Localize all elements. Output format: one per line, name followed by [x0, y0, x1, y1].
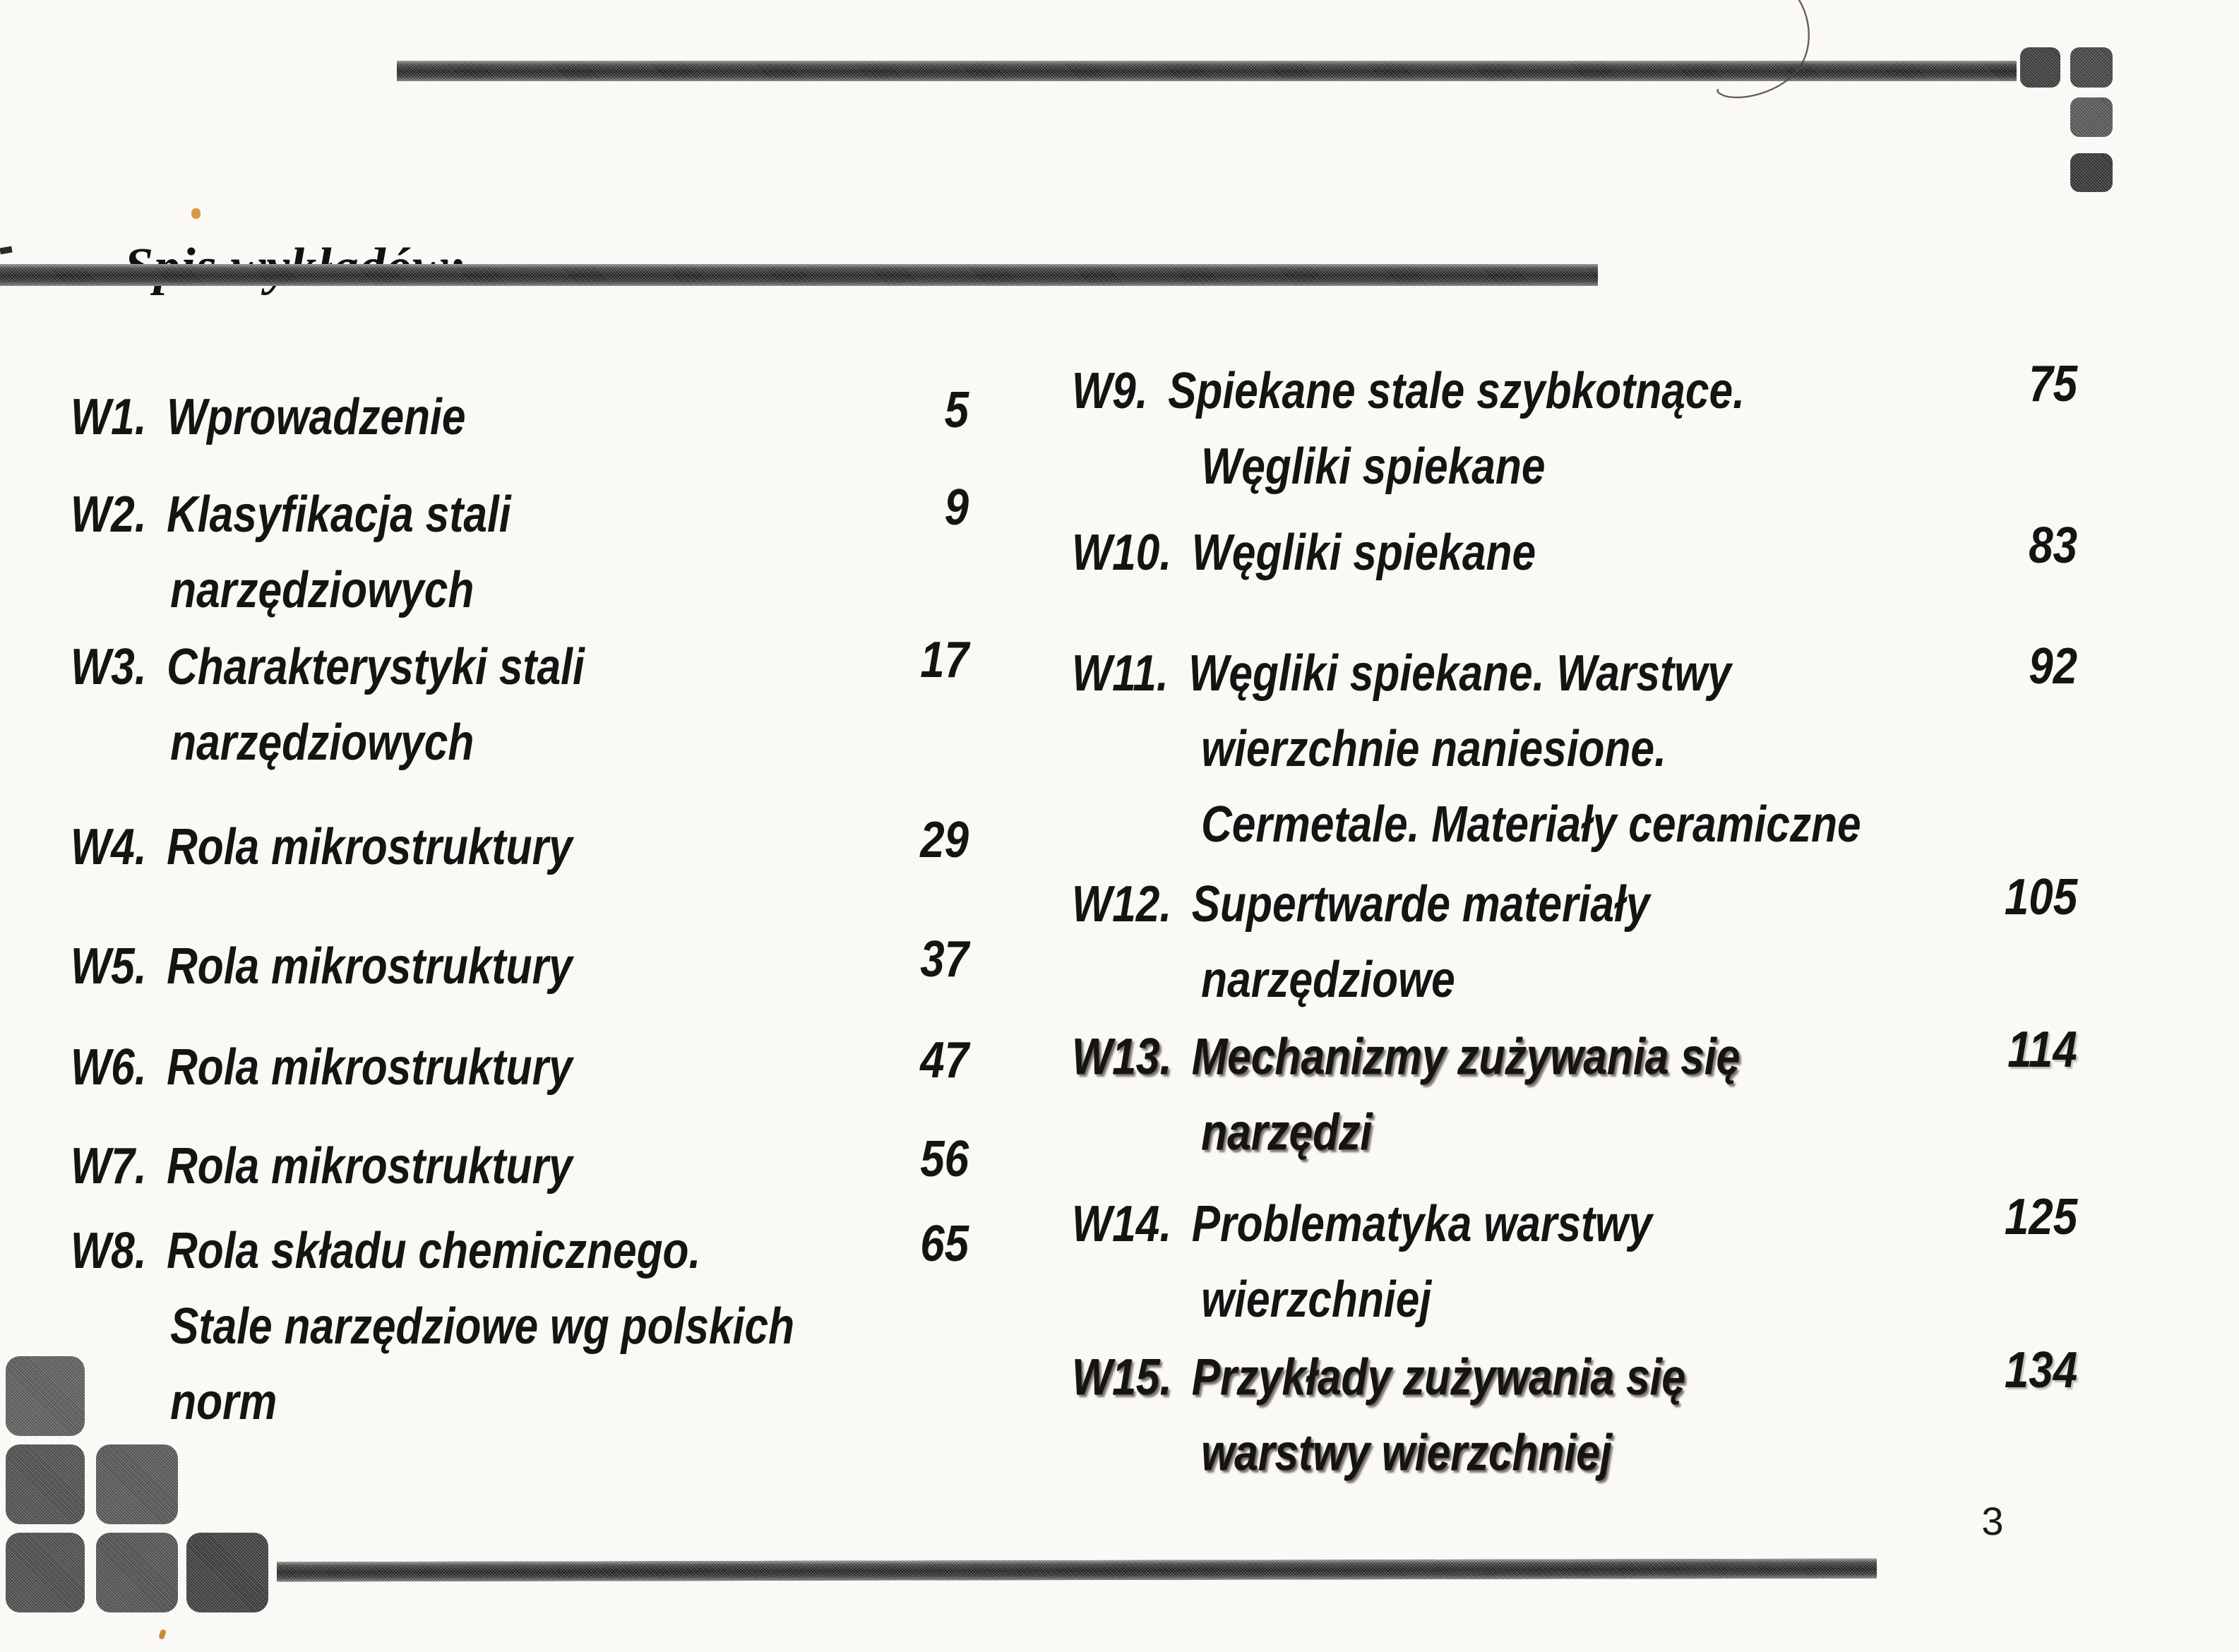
lecture-number-label: W14. [1072, 1196, 1172, 1252]
decor-square-icon [96, 1533, 178, 1612]
lecture-title-line [1072, 354, 1916, 429]
lecture-number-label: W2. [71, 486, 147, 543]
lecture-title-continuation: narzędzi [1201, 1104, 1373, 1161]
lecture-title-line [1072, 867, 1916, 942]
lecture-number-label: W11. [1072, 645, 1169, 702]
decor-square-icon [2070, 47, 2113, 88]
decor-square-icon [2070, 153, 2113, 192]
lecture-title-text: Rola mikrostruktury [167, 938, 573, 995]
toc-entry [71, 630, 969, 781]
lecture-page-number: 65 [920, 1216, 969, 1272]
toc-entry [1072, 1340, 2077, 1491]
lecture-title-line [71, 929, 825, 1005]
decor-square-icon [186, 1533, 268, 1612]
lecture-title-text: Supertwarde materiały [1191, 876, 1650, 933]
decor-square-icon [6, 1533, 85, 1612]
lecture-title-line [71, 477, 825, 553]
lecture-title-text: Spiekane stale szybkotnące. [1168, 363, 1745, 419]
lecture-page-number: 105 [2004, 869, 2077, 926]
lecture-title-text: Rola mikrostruktury [167, 1039, 573, 1096]
toc-entry [1072, 1019, 2077, 1171]
left-edge-mark [0, 246, 13, 255]
lecture-page-number: 37 [920, 931, 969, 988]
lecture-title-continuation: warstwy wierzchniej [1201, 1425, 1612, 1481]
toc-entry [71, 380, 969, 455]
lecture-page-number: 5 [944, 382, 969, 438]
lecture-number-label: W9. [1072, 363, 1148, 419]
lecture-page-number: 9 [944, 479, 969, 536]
lecture-title-continuation: narzędziowych [170, 562, 474, 618]
lecture-title-line [71, 1129, 825, 1204]
toc-entry [1072, 867, 2077, 1018]
lecture-title-continuation: narzędziowe [1201, 952, 1455, 1008]
lecture-number-label: W10. [1072, 525, 1172, 581]
decor-square-icon [96, 1444, 178, 1524]
orange-ink-fleck [158, 1629, 167, 1640]
lecture-page-number: 92 [2029, 638, 2077, 695]
decor-square-icon [6, 1444, 85, 1524]
lecture-title-text: Węgliki spiekane [1191, 525, 1536, 581]
lecture-title-text: Rola mikrostruktury [167, 819, 573, 875]
lecture-title-line [1072, 1340, 1916, 1415]
toc-entry [71, 1129, 969, 1204]
lecture-title-line [71, 630, 825, 705]
lecture-title-continuation: Stale narzędziowe wg polskich [170, 1298, 795, 1355]
lecture-page-number: 17 [920, 632, 969, 688]
orange-ink-fleck [191, 208, 201, 219]
lecture-title-line [1072, 515, 1916, 591]
lecture-number-label: W13. [1072, 1029, 1172, 1085]
lecture-page-number: 134 [2004, 1342, 2077, 1399]
lecture-title-line [1072, 636, 1916, 712]
lecture-title-line [71, 810, 825, 885]
lecture-number-label: W12. [1072, 876, 1172, 933]
lecture-page-number: 114 [2007, 1022, 2077, 1078]
lecture-page-number: 56 [920, 1131, 969, 1187]
toc-entry [1072, 354, 2077, 505]
lecture-page-number: 29 [920, 812, 969, 868]
lecture-title-line [1072, 1019, 1916, 1095]
lecture-number-label: W4. [71, 819, 147, 875]
lecture-title-line [71, 1214, 825, 1289]
toc-entry [71, 810, 969, 885]
lecture-title-line [1072, 1187, 1916, 1262]
lecture-title-continuation: narzędziowych [170, 714, 474, 771]
lecture-number-label: W6. [71, 1039, 147, 1096]
lecture-title-line [71, 1030, 825, 1106]
lecture-title-continuation: Cermetale. Materiały ceramiczne [1201, 796, 1861, 853]
toc-entry [1072, 515, 2077, 591]
title-underline-bar [0, 264, 1598, 286]
lecture-number-label: W15. [1072, 1349, 1172, 1406]
toc-column-right [1072, 354, 2077, 1491]
lecture-title-continuation: wierzchniej [1201, 1271, 1432, 1328]
lecture-number-label: W1. [71, 389, 147, 445]
toc-entry [1072, 1187, 2077, 1338]
lecture-number-label: W8. [71, 1223, 147, 1279]
lecture-page-number: 125 [2004, 1189, 2077, 1245]
toc-entry [71, 929, 969, 1005]
lecture-title-text: Rola składu chemicznego. [167, 1223, 701, 1279]
lecture-title-continuation: norm [170, 1374, 277, 1430]
lecture-page-number: 83 [2029, 517, 2077, 574]
toc-entry [71, 1214, 969, 1440]
toc-column-left [71, 380, 969, 1440]
lecture-title-text: Mechanizmy zużywania się [1191, 1029, 1741, 1085]
toc-entry [1072, 636, 2077, 863]
lecture-title-text: Charakterystyki stali [167, 639, 585, 695]
lecture-title-text: Klasyfikacja stali [167, 486, 511, 543]
top-rule-bar [397, 61, 2017, 81]
lecture-title-text: Problematyka warstwy [1191, 1196, 1652, 1252]
lecture-page-number: 75 [2029, 356, 2077, 412]
decor-square-icon [2020, 47, 2060, 88]
bottom-rule-bar [277, 1559, 1877, 1582]
decor-square-icon [2070, 97, 2113, 137]
lecture-title-line [71, 380, 825, 455]
lecture-page-number: 47 [920, 1032, 969, 1089]
lecture-title-text: Rola mikrostruktury [167, 1138, 573, 1195]
lecture-title-text: Wprowadzenie [167, 389, 466, 445]
lecture-number-label: W7. [71, 1138, 147, 1195]
lecture-number-label: W3. [71, 639, 147, 695]
lecture-title-text: Węgliki spiekane. Warstwy [1188, 645, 1731, 702]
lecture-number-label: W5. [71, 938, 147, 995]
decor-square-icon [6, 1356, 85, 1436]
toc-entry [71, 477, 969, 628]
toc-entry [71, 1030, 969, 1106]
folio-page-number: 3 [1981, 1499, 2004, 1543]
lecture-title-continuation: wierzchnie naniesione. [1201, 721, 1666, 777]
lecture-title-continuation: Węgliki spiekane [1201, 438, 1546, 495]
lecture-title-text: Przykłady zużywania się [1191, 1349, 1685, 1406]
